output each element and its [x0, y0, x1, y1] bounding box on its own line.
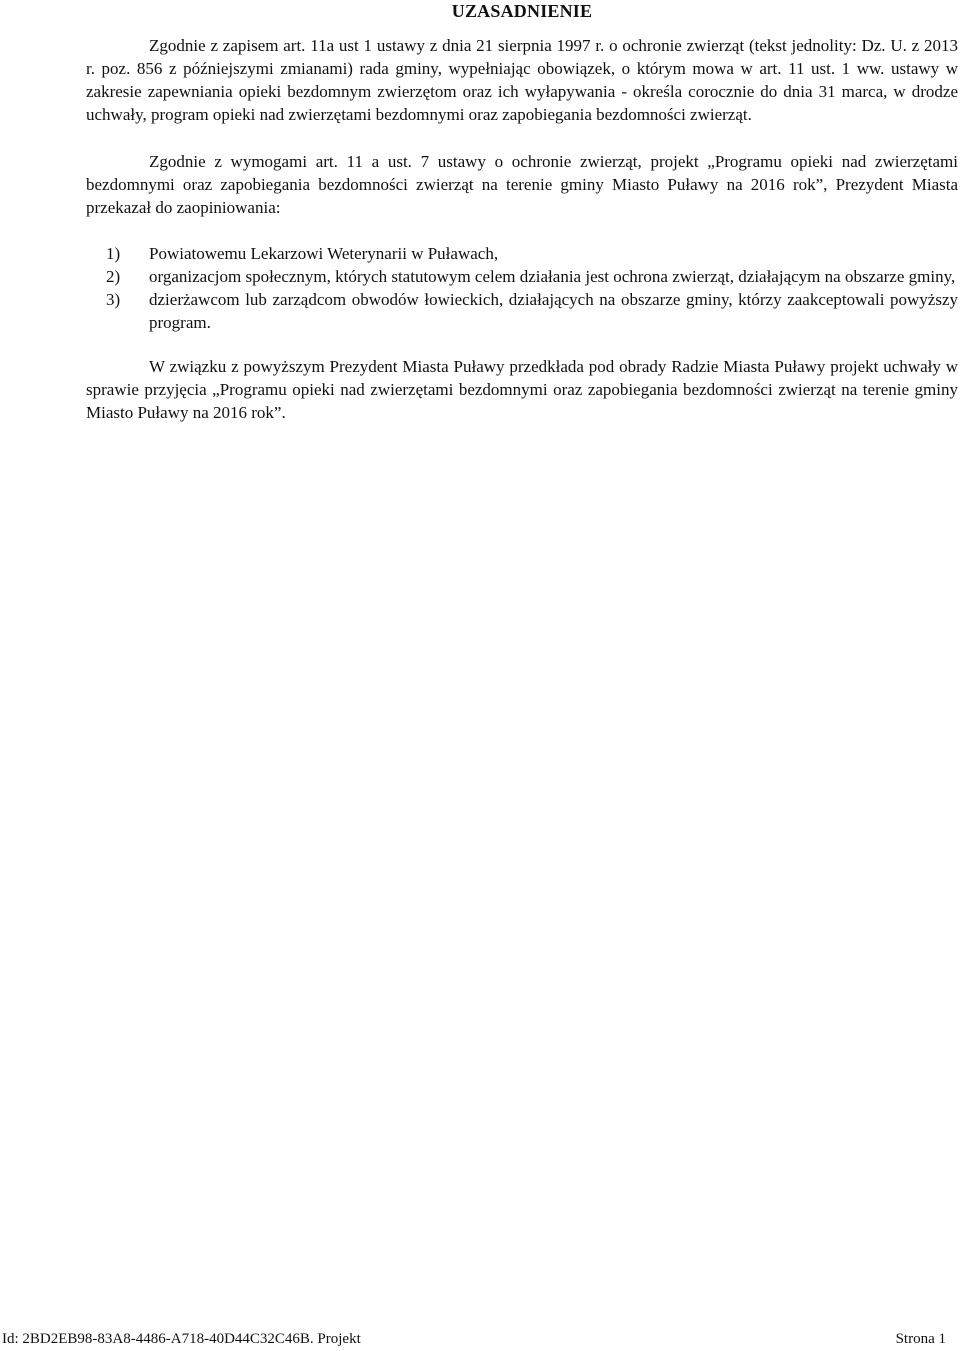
list-item [86, 265, 958, 288]
list-item-text: dzierżawcom lub zarządcom obwodów łowieckich, działających na obszarze gminy, którzy zaakceptowali powyższy program. [149, 290, 958, 332]
paragraph-conclusion: W związku z powyższym Prezydent Miasta Puławy przedkłada pod obrady Radzie Miasta Puławy projekt uchwały w sprawie przyjęcia „Programu opieki nad zwierzętami bezdomnymi oraz zapobiegania bezdomności zwierząt na terenie gminy Miasto Puławy na 2016 rok”. [86, 357, 958, 422]
document-id: Id: 2BD2EB98-83A8-4486-A718-40D44C32C46B. Projekt [2, 1331, 361, 1347]
paragraph-legal-basis: Zgodnie z zapisem art. 11a ust 1 ustawy z dnia 21 sierpnia 1997 r. o ochronie zwierząt (tekst jednolity: Dz. U. z 2013 r. poz. 856 z późniejszymi zmianami) rada gminy, wypełniając obowiązek, o którym mowa w art. 11 ust. 1 ww. ustawy w zakresie zapewniania opieki bezdomnym zwierzętom oraz ich wyłapywania - określa corocznie do dnia 31 marca, w drodze uchwały, program opieki nad zwierzętami bezdomnymi oraz zapobiegania bezdomności zwierząt. [86, 36, 958, 124]
page-number: Strona 1 [895, 1331, 946, 1347]
document-title: UZASADNIENIE [451, 1, 593, 21]
list-item [86, 288, 958, 334]
list-item-number: 3) [106, 290, 121, 309]
list-item-number: 2) [106, 267, 121, 286]
paragraph-consultation: Zgodnie z wymogami art. 11 a ust. 7 ustawy o ochronie zwierząt, projekt „Programu opieki nad zwierzętami bezdomnymi oraz zapobiegania bezdomności zwierząt na terenie gminy Miasto Puławy na 2016 rok”, Prezydent Miasta przekazał do zaopiniowania: [86, 152, 958, 217]
list-item-text: Powiatowemu Lekarzowi Weterynarii w Puławach, [149, 244, 499, 263]
list-item-text: organizacjom społecznym, których statutowym celem działania jest ochrona zwierząt, działającym na obszarze gminy, [149, 267, 956, 286]
list-item-number: 1) [106, 244, 121, 263]
page-footer [0, 1328, 960, 1351]
consultation-list [86, 242, 958, 334]
list-item [86, 242, 958, 265]
